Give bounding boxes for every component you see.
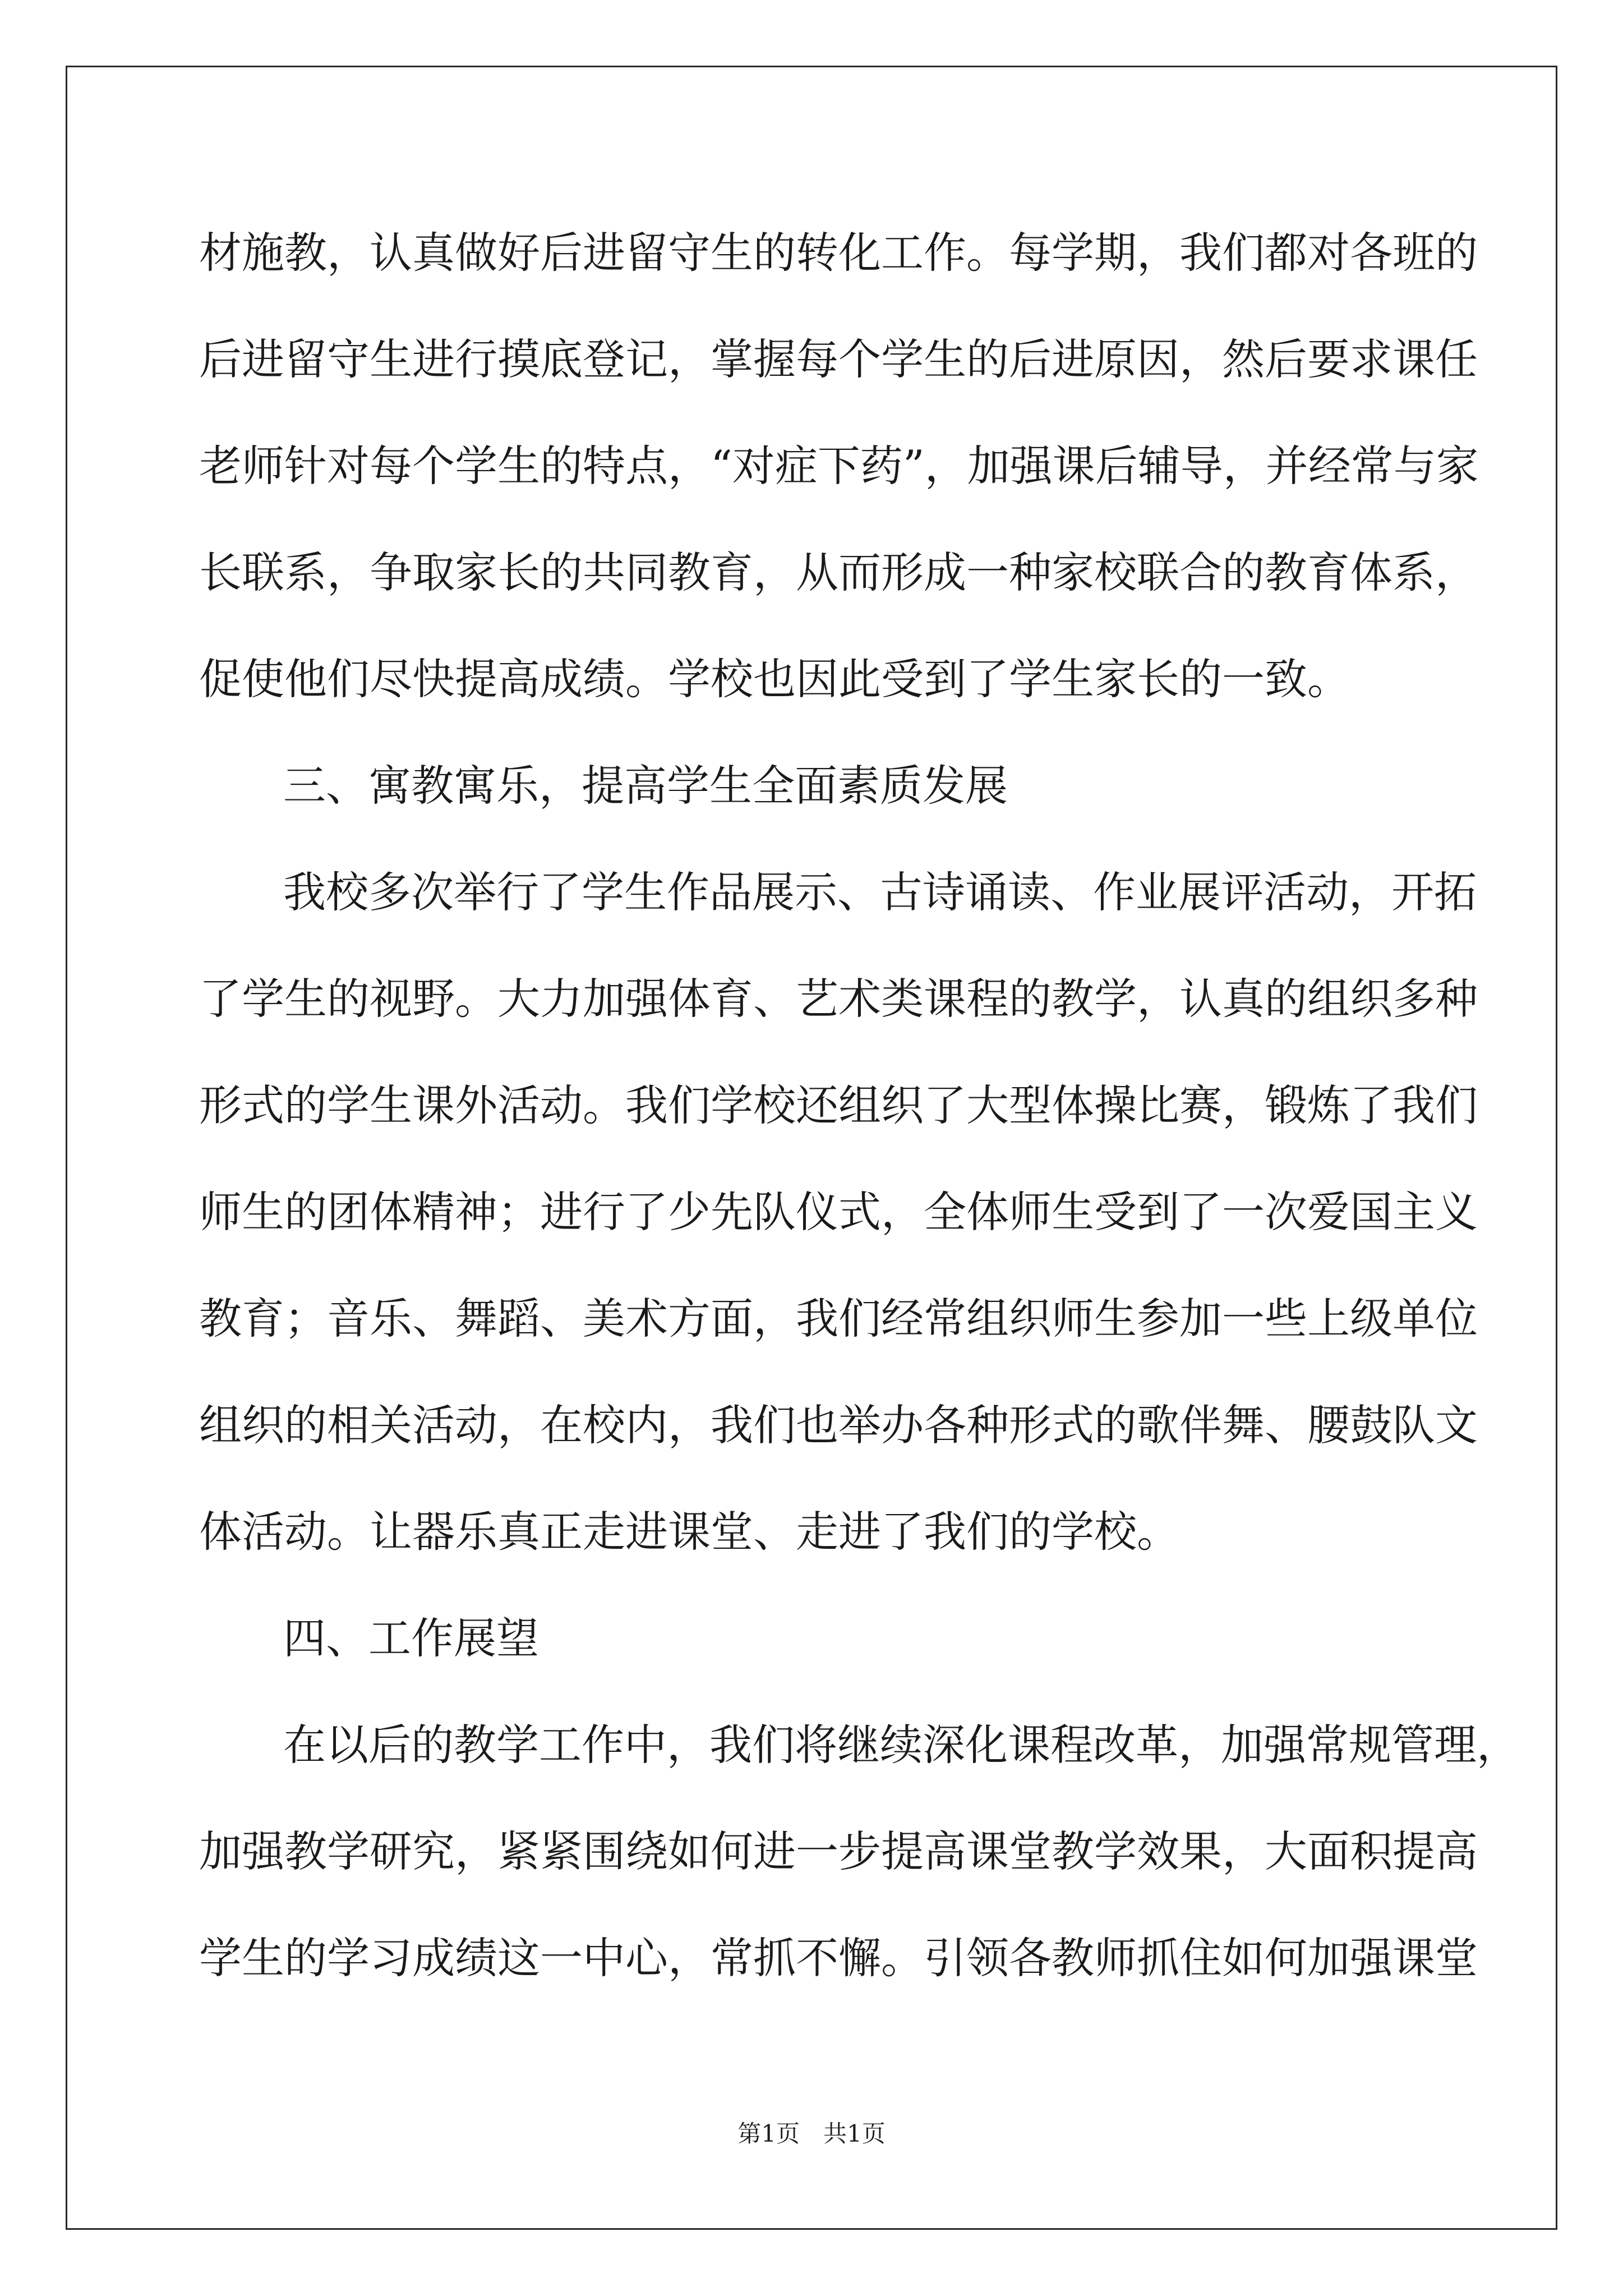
page-border xyxy=(66,66,1557,2230)
paragraph-line: 促使他们尽快提高成绩。学校也因此受到了学生家长的一致。 xyxy=(199,654,1350,704)
section-heading: 三、寓教寓乐，提高学生全面素质发展 xyxy=(283,761,1008,811)
paragraph-line: 加强教学研究，紧紧围绕如何进一步提高课堂教学效果，大面积提高 xyxy=(199,1826,1478,1876)
paragraph-line: 材施教，认真做好后进留守生的转化工作。每学期，我们都对各班的 xyxy=(199,228,1478,278)
paragraph-line: 老师针对每个学生的特点，“对症下药”，加强课后辅导，并经常与家 xyxy=(199,441,1479,491)
paragraph-line: 学生的学习成绩这一中心，常抓不懈。引领各教师抓住如何加强课堂 xyxy=(199,1933,1478,1983)
paragraph-line: 体活动。让器乐真正走进课堂、走进了我们的学校。 xyxy=(199,1507,1179,1557)
paragraph-line: 后进留守生进行摸底登记，掌握每个学生的后进原因，然后要求课任 xyxy=(199,334,1478,384)
page-number-footer: 第1页 共1页 xyxy=(737,2120,886,2147)
paragraph-line: 组织的相关活动，在校内，我们也举办各种形式的歌伴舞、腰鼓队文 xyxy=(199,1400,1478,1450)
paragraph-line: 师生的团体精神；进行了少先队仪式，全体师生受到了一次爱国主义 xyxy=(199,1187,1478,1237)
paragraph-line: 教育；音乐、舞蹈、美术方面，我们经常组织师生参加一些上级单位 xyxy=(199,1294,1478,1343)
paragraph-line: 形式的学生课外活动。我们学校还组织了大型体操比赛，锻炼了我们 xyxy=(199,1080,1478,1130)
paragraph-line: 长联系，争取家长的共同教育，从而形成一种家校联合的教育体系， xyxy=(199,547,1478,597)
paragraph-line: 在以后的教学工作中，我们将继续深化课程改革，加强常规管理， xyxy=(283,1720,1519,1770)
paragraph-line: 了学生的视野。大力加强体育、艺术类课程的教学，认真的组织多种 xyxy=(199,974,1478,1024)
section-heading: 四、工作展望 xyxy=(283,1613,539,1663)
paragraph-line: 我校多次举行了学生作品展示、古诗诵读、作业展评活动，开拓 xyxy=(283,867,1477,917)
